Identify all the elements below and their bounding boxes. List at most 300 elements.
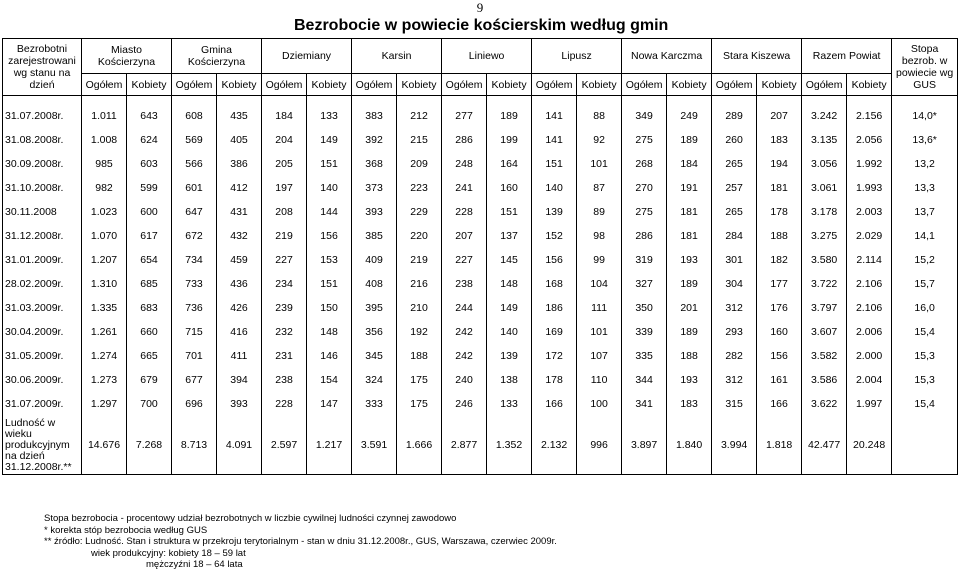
population-kobiety: 1.666	[397, 416, 442, 475]
population-kobiety: 4.091	[217, 416, 262, 475]
cell-ogolem: 3.056	[802, 152, 847, 176]
cell-ogolem: 3.135	[802, 128, 847, 152]
cell-ogolem: 151	[532, 152, 577, 176]
cell-ogolem: 647	[172, 200, 217, 224]
cell-ogolem: 1.011	[82, 104, 127, 128]
cell-kobiety: 175	[397, 368, 442, 392]
table-row	[3, 368, 958, 392]
cell-ogolem: 240	[442, 368, 487, 392]
header-stopa: Stopa bezrob. w powiecie wg GUS	[892, 39, 958, 96]
cell-kobiety: 411	[217, 344, 262, 368]
cell-ogolem: 601	[172, 176, 217, 200]
cell-kobiety: 188	[667, 344, 712, 368]
row-date: 31.07.2008r.	[3, 104, 82, 128]
header-ogolem: Ogółem	[712, 74, 757, 96]
cell-stopa: 13,6*	[892, 128, 958, 152]
header-ogolem: Ogółem	[352, 74, 397, 96]
cell-kobiety: 138	[487, 368, 532, 392]
cell-stopa: 15,3	[892, 368, 958, 392]
row-date: 31.08.2008r.	[3, 128, 82, 152]
cell-ogolem: 385	[352, 224, 397, 248]
cell-ogolem: 232	[262, 320, 307, 344]
cell-ogolem: 227	[442, 248, 487, 272]
population-ogolem: 3.591	[352, 416, 397, 475]
cell-ogolem: 3.607	[802, 320, 847, 344]
cell-ogolem: 408	[352, 272, 397, 296]
spacer-cell	[712, 96, 757, 105]
cell-kobiety: 654	[127, 248, 172, 272]
row-date: 30.06.2009r.	[3, 368, 82, 392]
cell-ogolem: 277	[442, 104, 487, 128]
cell-ogolem: 205	[262, 152, 307, 176]
cell-ogolem: 301	[712, 248, 757, 272]
cell-ogolem: 156	[532, 248, 577, 272]
cell-ogolem: 260	[712, 128, 757, 152]
population-ogolem: 3.897	[622, 416, 667, 475]
header-ogolem: Ogółem	[262, 74, 307, 96]
cell-kobiety: 137	[487, 224, 532, 248]
row-date: 31.12.2008r.	[3, 224, 82, 248]
cell-ogolem: 238	[262, 368, 307, 392]
cell-kobiety: 209	[397, 152, 442, 176]
cell-ogolem: 392	[352, 128, 397, 152]
table-row	[3, 152, 958, 176]
cell-ogolem: 339	[622, 320, 667, 344]
cell-ogolem: 3.722	[802, 272, 847, 296]
cell-kobiety: 189	[667, 272, 712, 296]
cell-ogolem: 349	[622, 104, 667, 128]
cell-ogolem: 3.275	[802, 224, 847, 248]
cell-ogolem: 275	[622, 128, 667, 152]
row-date: 30.04.2009r.	[3, 320, 82, 344]
cell-kobiety: 156	[757, 344, 802, 368]
cell-ogolem: 265	[712, 200, 757, 224]
population-ogolem: 2.877	[442, 416, 487, 475]
cell-kobiety: 219	[397, 248, 442, 272]
cell-kobiety: 101	[577, 152, 622, 176]
cell-kobiety: 181	[757, 176, 802, 200]
cell-kobiety: 101	[577, 320, 622, 344]
cell-ogolem: 265	[712, 152, 757, 176]
cell-ogolem: 139	[532, 200, 577, 224]
spacer-cell	[262, 96, 307, 105]
cell-ogolem: 186	[532, 296, 577, 320]
cell-stopa: 15,7	[892, 272, 958, 296]
cell-ogolem: 166	[532, 392, 577, 416]
cell-ogolem: 286	[442, 128, 487, 152]
cell-ogolem: 1.261	[82, 320, 127, 344]
population-ogolem: 42.477	[802, 416, 847, 475]
cell-kobiety: 431	[217, 200, 262, 224]
header-gmina: Razem Powiat	[802, 39, 892, 74]
cell-kobiety: 617	[127, 224, 172, 248]
cell-kobiety: 220	[397, 224, 442, 248]
header-kobiety: Kobiety	[847, 74, 892, 96]
cell-ogolem: 289	[712, 104, 757, 128]
cell-ogolem: 152	[532, 224, 577, 248]
header-gmina: Miasto Kościerzyna	[82, 39, 172, 74]
cell-ogolem: 3.582	[802, 344, 847, 368]
row-date: 31.10.2008r.	[3, 176, 82, 200]
cell-kobiety: 153	[307, 248, 352, 272]
cell-ogolem: 293	[712, 320, 757, 344]
footnote-line: ** źródło: Ludność. Stan i struktura w przekroju terytorialnym - stan w dniu 31.12.2008r., GUS, Warszawa, czerwiec 2009r.	[44, 536, 557, 547]
cell-kobiety: 89	[577, 200, 622, 224]
cell-ogolem: 335	[622, 344, 667, 368]
table-row	[3, 176, 958, 200]
spacer-cell	[487, 96, 532, 105]
cell-ogolem: 197	[262, 176, 307, 200]
cell-ogolem: 350	[622, 296, 667, 320]
cell-kobiety: 145	[487, 248, 532, 272]
cell-ogolem: 1.008	[82, 128, 127, 152]
cell-ogolem: 985	[82, 152, 127, 176]
cell-ogolem: 356	[352, 320, 397, 344]
cell-stopa: 15,3	[892, 344, 958, 368]
cell-ogolem: 701	[172, 344, 217, 368]
cell-kobiety: 176	[757, 296, 802, 320]
table-row	[3, 272, 958, 296]
cell-kobiety: 393	[217, 392, 262, 416]
cell-ogolem: 3.797	[802, 296, 847, 320]
cell-ogolem: 228	[442, 200, 487, 224]
header-ogolem: Ogółem	[802, 74, 847, 96]
cell-kobiety: 100	[577, 392, 622, 416]
cell-ogolem: 395	[352, 296, 397, 320]
cell-ogolem: 246	[442, 392, 487, 416]
header-ogolem: Ogółem	[532, 74, 577, 96]
cell-kobiety: 229	[397, 200, 442, 224]
cell-ogolem: 569	[172, 128, 217, 152]
cell-ogolem: 608	[172, 104, 217, 128]
row-date: 30.09.2008r.	[3, 152, 82, 176]
population-label: Ludność w wieku produkcyjnym na dzień 31.12.2008r.**	[3, 416, 82, 475]
spacer-row	[3, 96, 958, 105]
cell-kobiety: 223	[397, 176, 442, 200]
spacer-cell	[442, 96, 487, 105]
cell-kobiety: 184	[667, 152, 712, 176]
cell-ogolem: 734	[172, 248, 217, 272]
table-row	[3, 392, 958, 416]
cell-kobiety: 216	[397, 272, 442, 296]
header-gmina: Karsin	[352, 39, 442, 74]
cell-ogolem: 286	[622, 224, 667, 248]
cell-ogolem: 327	[622, 272, 667, 296]
cell-ogolem: 282	[712, 344, 757, 368]
cell-ogolem: 140	[532, 176, 577, 200]
cell-kobiety: 110	[577, 368, 622, 392]
cell-kobiety: 194	[757, 152, 802, 176]
spacer-cell	[172, 96, 217, 105]
cell-kobiety: 175	[397, 392, 442, 416]
cell-ogolem: 231	[262, 344, 307, 368]
population-kobiety: 20.248	[847, 416, 892, 475]
cell-kobiety: 2.056	[847, 128, 892, 152]
header-kobiety: Kobiety	[667, 74, 712, 96]
page-number: 9	[476, 0, 484, 15]
cell-kobiety: 660	[127, 320, 172, 344]
cell-kobiety: 199	[487, 128, 532, 152]
cell-ogolem: 312	[712, 368, 757, 392]
cell-kobiety: 87	[577, 176, 622, 200]
cell-ogolem: 341	[622, 392, 667, 416]
row-date: 28.02.2009r.	[3, 272, 82, 296]
cell-ogolem: 1.023	[82, 200, 127, 224]
cell-ogolem: 383	[352, 104, 397, 128]
cell-kobiety: 665	[127, 344, 172, 368]
spacer-cell	[757, 96, 802, 105]
cell-kobiety: 426	[217, 296, 262, 320]
cell-ogolem: 344	[622, 368, 667, 392]
cell-ogolem: 333	[352, 392, 397, 416]
header-row-gminas	[3, 39, 958, 74]
cell-ogolem: 315	[712, 392, 757, 416]
spacer-cell	[3, 96, 82, 105]
cell-ogolem: 219	[262, 224, 307, 248]
cell-kobiety: 2.000	[847, 344, 892, 368]
cell-ogolem: 3.622	[802, 392, 847, 416]
header-date-col: Bezrobotni zarejestrowani wg stanu na dzień	[3, 39, 82, 96]
cell-kobiety: 148	[307, 320, 352, 344]
population-ogolem: 8.713	[172, 416, 217, 475]
cell-kobiety: 166	[757, 392, 802, 416]
cell-ogolem: 228	[262, 392, 307, 416]
table-row	[3, 104, 958, 128]
cell-ogolem: 241	[442, 176, 487, 200]
spacer-cell	[892, 96, 958, 105]
cell-ogolem: 368	[352, 152, 397, 176]
cell-kobiety: 146	[307, 344, 352, 368]
row-date: 31.05.2009r.	[3, 344, 82, 368]
cell-kobiety: 679	[127, 368, 172, 392]
cell-kobiety: 2.006	[847, 320, 892, 344]
header-kobiety: Kobiety	[217, 74, 262, 96]
cell-kobiety: 149	[307, 128, 352, 152]
cell-ogolem: 257	[712, 176, 757, 200]
cell-ogolem: 242	[442, 344, 487, 368]
cell-kobiety: 412	[217, 176, 262, 200]
cell-ogolem: 677	[172, 368, 217, 392]
cell-kobiety: 603	[127, 152, 172, 176]
cell-stopa: 15,2	[892, 248, 958, 272]
cell-ogolem: 141	[532, 128, 577, 152]
population-ogolem: 3.994	[712, 416, 757, 475]
spacer-cell	[667, 96, 712, 105]
cell-kobiety: 2.106	[847, 296, 892, 320]
cell-kobiety: 140	[307, 176, 352, 200]
cell-ogolem: 324	[352, 368, 397, 392]
population-ogolem: 14.676	[82, 416, 127, 475]
cell-ogolem: 270	[622, 176, 667, 200]
cell-ogolem: 3.061	[802, 176, 847, 200]
header-gmina: Liniewo	[442, 39, 532, 74]
cell-kobiety: 98	[577, 224, 622, 248]
header-kobiety: Kobiety	[487, 74, 532, 96]
cell-kobiety: 193	[667, 248, 712, 272]
spacer-cell	[307, 96, 352, 105]
cell-kobiety: 201	[667, 296, 712, 320]
cell-ogolem: 238	[442, 272, 487, 296]
header-kobiety: Kobiety	[397, 74, 442, 96]
unemployment-table	[2, 38, 958, 475]
cell-kobiety: 394	[217, 368, 262, 392]
cell-kobiety: 160	[757, 320, 802, 344]
population-kobiety: 7.268	[127, 416, 172, 475]
cell-kobiety: 178	[757, 200, 802, 224]
header-kobiety: Kobiety	[127, 74, 172, 96]
cell-kobiety: 215	[397, 128, 442, 152]
cell-kobiety: 151	[307, 152, 352, 176]
cell-kobiety: 177	[757, 272, 802, 296]
table-row	[3, 200, 958, 224]
cell-kobiety: 435	[217, 104, 262, 128]
footnotes	[44, 513, 557, 571]
cell-ogolem: 248	[442, 152, 487, 176]
cell-kobiety: 189	[667, 320, 712, 344]
cell-kobiety: 599	[127, 176, 172, 200]
spacer-cell	[802, 96, 847, 105]
cell-ogolem: 234	[262, 272, 307, 296]
cell-kobiety: 193	[667, 368, 712, 392]
cell-kobiety: 2.003	[847, 200, 892, 224]
cell-ogolem: 284	[712, 224, 757, 248]
header-gmina: Lipusz	[532, 39, 622, 74]
cell-kobiety: 92	[577, 128, 622, 152]
cell-kobiety: 416	[217, 320, 262, 344]
cell-ogolem: 239	[262, 296, 307, 320]
cell-ogolem: 208	[262, 200, 307, 224]
cell-kobiety: 111	[577, 296, 622, 320]
cell-kobiety: 182	[757, 248, 802, 272]
cell-kobiety: 2.156	[847, 104, 892, 128]
cell-ogolem: 268	[622, 152, 667, 176]
population-kobiety: 1.217	[307, 416, 352, 475]
cell-ogolem: 227	[262, 248, 307, 272]
cell-kobiety: 191	[667, 176, 712, 200]
population-stopa-empty	[892, 416, 958, 475]
spacer-cell	[397, 96, 442, 105]
cell-kobiety: 133	[487, 392, 532, 416]
population-ogolem: 2.132	[532, 416, 577, 475]
cell-ogolem: 1.070	[82, 224, 127, 248]
header-kobiety: Kobiety	[757, 74, 802, 96]
cell-ogolem: 207	[442, 224, 487, 248]
table-row	[3, 128, 958, 152]
cell-kobiety: 148	[487, 272, 532, 296]
footnote-line: wiek produkcyjny: kobiety 18 – 59 lat	[91, 547, 246, 559]
header-ogolem: Ogółem	[82, 74, 127, 96]
cell-kobiety: 405	[217, 128, 262, 152]
cell-kobiety: 2.114	[847, 248, 892, 272]
population-row	[3, 416, 958, 475]
cell-kobiety: 181	[667, 224, 712, 248]
cell-kobiety: 685	[127, 272, 172, 296]
cell-stopa: 16,0	[892, 296, 958, 320]
cell-kobiety: 150	[307, 296, 352, 320]
cell-stopa: 14,1	[892, 224, 958, 248]
cell-ogolem: 715	[172, 320, 217, 344]
cell-ogolem: 345	[352, 344, 397, 368]
cell-kobiety: 207	[757, 104, 802, 128]
cell-kobiety: 149	[487, 296, 532, 320]
cell-kobiety: 133	[307, 104, 352, 128]
cell-ogolem: 1.310	[82, 272, 127, 296]
row-date: 31.01.2009r.	[3, 248, 82, 272]
table-row	[3, 224, 958, 248]
cell-kobiety: 151	[487, 200, 532, 224]
cell-kobiety: 183	[757, 128, 802, 152]
spacer-cell	[352, 96, 397, 105]
cell-kobiety: 2.029	[847, 224, 892, 248]
cell-ogolem: 3.242	[802, 104, 847, 128]
spacer-cell	[82, 96, 127, 105]
cell-kobiety: 189	[667, 128, 712, 152]
spacer-cell	[847, 96, 892, 105]
cell-kobiety: 1.993	[847, 176, 892, 200]
cell-kobiety: 160	[487, 176, 532, 200]
cell-kobiety: 156	[307, 224, 352, 248]
table-row	[3, 248, 958, 272]
header-gmina: Nowa Karczma	[622, 39, 712, 74]
table-row	[3, 320, 958, 344]
header-kobiety: Kobiety	[307, 74, 352, 96]
cell-ogolem: 169	[532, 320, 577, 344]
cell-ogolem: 1.207	[82, 248, 127, 272]
cell-kobiety: 140	[487, 320, 532, 344]
cell-ogolem: 3.580	[802, 248, 847, 272]
cell-ogolem: 566	[172, 152, 217, 176]
cell-ogolem: 393	[352, 200, 397, 224]
cell-ogolem: 696	[172, 392, 217, 416]
cell-kobiety: 161	[757, 368, 802, 392]
cell-ogolem: 733	[172, 272, 217, 296]
cell-ogolem: 168	[532, 272, 577, 296]
footnote-line: Stopa bezrobocia - procentowy udział bezrobotnych w liczbie cywilnej ludności czynnej zawodowo	[44, 513, 457, 524]
cell-kobiety: 643	[127, 104, 172, 128]
population-kobiety: 1.818	[757, 416, 802, 475]
cell-ogolem: 1.297	[82, 392, 127, 416]
spacer-cell	[622, 96, 667, 105]
cell-kobiety: 164	[487, 152, 532, 176]
cell-kobiety: 386	[217, 152, 262, 176]
cell-kobiety: 192	[397, 320, 442, 344]
cell-ogolem: 3.178	[802, 200, 847, 224]
cell-kobiety: 2.004	[847, 368, 892, 392]
cell-kobiety: 459	[217, 248, 262, 272]
cell-ogolem: 373	[352, 176, 397, 200]
cell-ogolem: 319	[622, 248, 667, 272]
footnote-line: * korekta stóp bezrobocia według GUS	[44, 524, 208, 536]
cell-stopa: 15,4	[892, 392, 958, 416]
cell-kobiety: 188	[397, 344, 442, 368]
cell-kobiety: 1.997	[847, 392, 892, 416]
table-row	[3, 296, 958, 320]
population-ogolem: 2.597	[262, 416, 307, 475]
cell-kobiety: 181	[667, 200, 712, 224]
cell-stopa: 13,7	[892, 200, 958, 224]
row-date: 31.07.2009r.	[3, 392, 82, 416]
spacer-cell	[577, 96, 622, 105]
cell-ogolem: 172	[532, 344, 577, 368]
cell-kobiety: 104	[577, 272, 622, 296]
cell-ogolem: 275	[622, 200, 667, 224]
cell-stopa: 13,2	[892, 152, 958, 176]
cell-ogolem: 184	[262, 104, 307, 128]
population-kobiety: 1.352	[487, 416, 532, 475]
page-title: Bezrobocie w powiecie kościerskim według gmin	[294, 17, 669, 34]
cell-ogolem: 3.586	[802, 368, 847, 392]
cell-kobiety: 154	[307, 368, 352, 392]
